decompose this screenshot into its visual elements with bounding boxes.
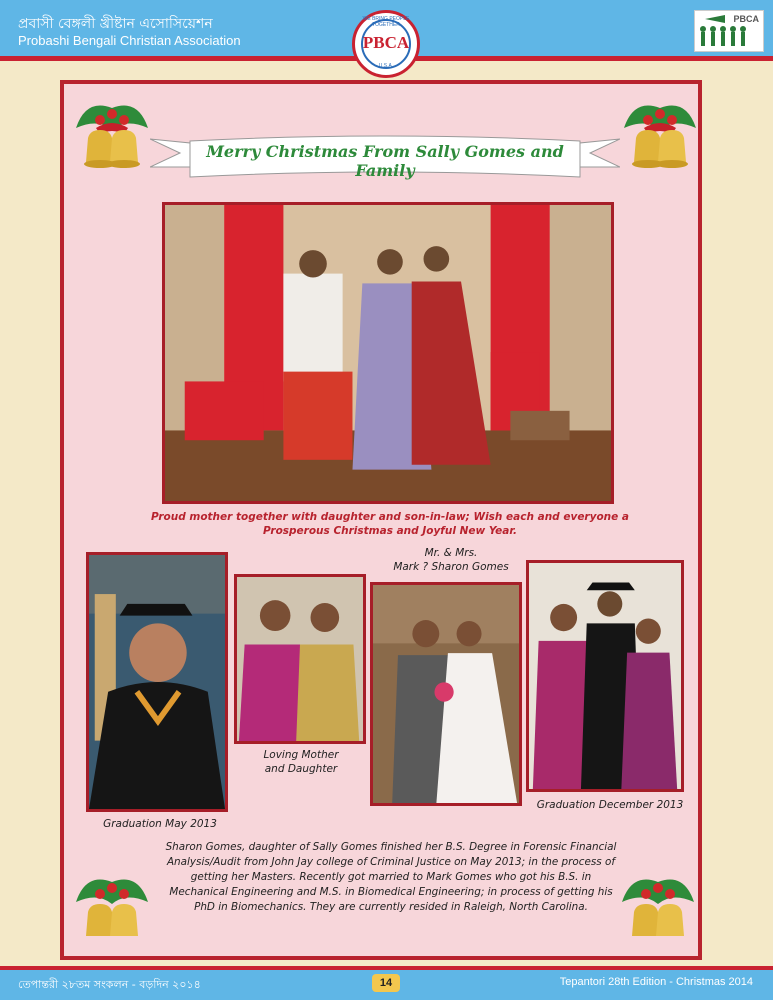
logo-letters: PBCA — [362, 33, 410, 52]
mother-daughter-caption-line1: Loving Mother — [263, 749, 339, 761]
christmas-bells-icon — [66, 862, 158, 954]
graduate-portrait — [89, 555, 225, 809]
org-name-english: Probashi Bengali Christian Association — [18, 33, 241, 48]
family-description: Sharon Gomes, daughter of Sally Gomes finished her B.S. Degree in Forensic Financial Analysis/Audit from John Jay college of Criminal Justice on May 2013; in the process of getting her Masters. Recently got married to Mark Gomes who got his B.S. in Mechanical Engineering and M.S. in Biomedical Engineering; in process of getting his PhD in Biomechanics. They are currently resided in Raleigh, North Carolina. — [165, 841, 617, 913]
graduation-may-caption: Graduation May 2013 — [103, 818, 217, 830]
wedding-caption-line2: Mark ? Sharon Gomes — [393, 561, 509, 573]
graduation-december-caption: Graduation December 2013 — [536, 799, 684, 811]
graduation-family-portrait — [529, 563, 681, 789]
logo-motto: WE BRING PEOPLE TOGETHER — [362, 16, 410, 28]
mother-daughter-caption — [246, 748, 356, 776]
wedding-photo — [370, 582, 522, 806]
wedding-caption-line1: Mr. & Mrs. — [424, 547, 478, 559]
graduation-december-photo — [526, 560, 684, 792]
family-wedding-photo — [165, 205, 611, 501]
org-name-bengali: প্রবাসী বেঙ্গলী খ্রীষ্টান এসোসিয়েশন — [18, 16, 213, 32]
christmas-bells-icon — [614, 88, 706, 180]
footer-bengali-edition: তেপান্তরী ২৮তম সংকলন - বড়দিন ২০১৪ — [18, 978, 201, 991]
banner-title: Merry Christmas From Sally Gomes and Family — [206, 142, 564, 180]
pbca-logo — [352, 10, 420, 78]
pbca-right-text: PBCA — [733, 14, 759, 24]
main-photo-caption: Proud mother together with daughter and son-in-law; Wish each and everyone a Prosperous Christmas and Joyful New Year. — [150, 511, 630, 537]
christmas-bells-icon — [66, 88, 158, 180]
mother-daughter-portrait — [237, 577, 363, 741]
wedding-caption — [376, 546, 526, 574]
mother-daughter-caption-line2: and Daughter — [264, 763, 338, 775]
wedding-couple-portrait — [373, 585, 519, 803]
mother-daughter-photo — [234, 574, 366, 744]
graduation-may-photo — [86, 552, 228, 812]
pbca-right-logo — [694, 10, 764, 52]
main-photo — [162, 202, 614, 504]
christmas-bells-icon — [612, 862, 704, 954]
logo-country: U.S.A. — [378, 63, 394, 69]
page-number: 14 — [372, 974, 400, 992]
footer-english-edition: Tepantori 28th Edition - Christmas 2014 — [559, 976, 753, 988]
